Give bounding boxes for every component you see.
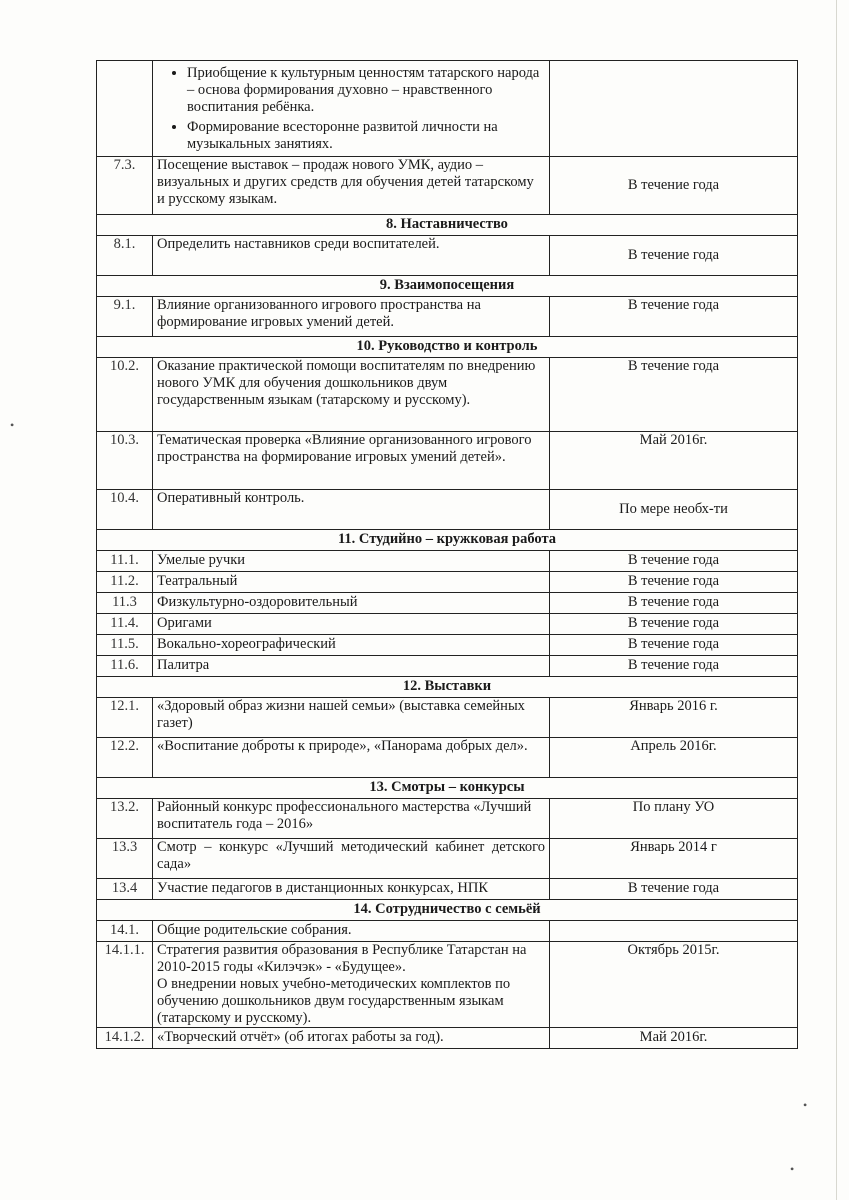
section-heading-row (97, 215, 798, 236)
row-content: Оригами (153, 614, 550, 635)
scan-speck: • (10, 418, 15, 432)
row-number: 11.4. (97, 614, 153, 635)
row-date: Апрель 2016г. (550, 738, 798, 778)
section-heading: 8. Наставничество (97, 215, 798, 236)
table-row (97, 635, 798, 656)
row-content: Театральный (153, 572, 550, 593)
row-number: 14.1. (97, 921, 153, 942)
row-content: Влияние организованного игрового пространства на формирование игровых умений детей. (153, 297, 550, 337)
table-row (97, 656, 798, 677)
section-heading-row (97, 677, 798, 698)
row-number: 13.3 (97, 839, 153, 879)
section-heading: 10. Руководство и контроль (97, 337, 798, 358)
row-content (153, 61, 550, 157)
row-date: В течение года (550, 297, 798, 337)
row-date: По мере необх-ти (550, 490, 798, 530)
row-number: 10.3. (97, 432, 153, 490)
row-date (550, 61, 798, 157)
table-row (97, 490, 798, 530)
row-date: В течение года (550, 656, 798, 677)
row-content (153, 942, 550, 1028)
list-item: • Приобщение к культурным ценностям татарского народа – основа формирования духовно – нравственного воспитания ребёнка. (187, 65, 545, 116)
row-number: 11.3 (97, 593, 153, 614)
table-row (97, 921, 798, 942)
section-heading-row (97, 778, 798, 799)
row-content: Смотр – конкурс «Лучший методический кабинет детского сада» (153, 839, 550, 879)
row-date: В течение года (550, 593, 798, 614)
row-number: 12.2. (97, 738, 153, 778)
row-date: В течение года (550, 551, 798, 572)
row-content: Вокально-хореографический (153, 635, 550, 656)
row-number: 8.1. (97, 236, 153, 276)
row-text-line: О внедрении новых учебно-методических комплектов по обучению дошкольников двум государственным языкам (татарскому и русскому). (157, 976, 511, 1026)
section-heading: 9. Взаимопосещения (97, 276, 798, 297)
section-heading-row (97, 900, 798, 921)
row-number: 10.2. (97, 358, 153, 432)
row-number: 11.5. (97, 635, 153, 656)
row-content: Палитра (153, 656, 550, 677)
row-number: 12.1. (97, 698, 153, 738)
row-date: В течение года (550, 236, 798, 276)
section-heading: 12. Выставки (97, 677, 798, 698)
row-number (97, 61, 153, 157)
table-row (97, 698, 798, 738)
row-number: 13.2. (97, 799, 153, 839)
section-heading: 13. Смотры – конкурсы (97, 778, 798, 799)
row-content: Тематическая проверка «Влияние организованного игрового пространства на формирование игровых умений детей». (153, 432, 550, 490)
list-item: • Формирование всесторонне развитой личности на музыкальных занятиях. (187, 119, 545, 153)
row-content: «Воспитание доброты к природе», «Панорама добрых дел». (153, 738, 550, 778)
row-date: В течение года (550, 157, 798, 215)
row-date: Октябрь 2015г. (550, 942, 798, 1028)
section-heading-row (97, 337, 798, 358)
row-content: Определить наставников среди воспитателей. (153, 236, 550, 276)
scan-edge-line (836, 0, 837, 1200)
section-heading-row (97, 530, 798, 551)
table-row (97, 1028, 798, 1049)
section-heading: 11. Студийно – кружковая работа (97, 530, 798, 551)
section-heading: 14. Сотрудничество с семьёй (97, 900, 798, 921)
table-row (97, 551, 798, 572)
row-content: «Творческий отчёт» (об итогах работы за год). (153, 1028, 550, 1049)
row-content: Посещение выставок – продаж нового УМК, аудио – визуальных и других средств для обучения детей татарскому и русскому языкам. (153, 157, 550, 215)
row-date: Январь 2016 г. (550, 698, 798, 738)
row-content: Физкультурно-оздоровительный (153, 593, 550, 614)
row-number: 10.4. (97, 490, 153, 530)
plan-table (96, 60, 798, 1049)
row-number: 9.1. (97, 297, 153, 337)
row-date: В течение года (550, 635, 798, 656)
table-row (97, 572, 798, 593)
row-date: По плану УО (550, 799, 798, 839)
row-date (550, 921, 798, 942)
scan-speck: • (803, 1098, 808, 1112)
table-row (97, 839, 798, 879)
row-content: «Здоровый образ жизни нашей семьи» (выставка семейных газет) (153, 698, 550, 738)
table-row (97, 297, 798, 337)
table-row (97, 799, 798, 839)
table-row (97, 432, 798, 490)
table-row (97, 157, 798, 215)
bullet-list (157, 65, 545, 153)
row-content: Оперативный контроль. (153, 490, 550, 530)
row-number: 11.1. (97, 551, 153, 572)
table-row (97, 236, 798, 276)
row-date: В течение года (550, 614, 798, 635)
table-row (97, 738, 798, 778)
table-row (97, 593, 798, 614)
row-content: Оказание практической помощи воспитателям по внедрению нового УМК для обучения дошкольников двум государственным языкам (татарскому и русскому). (153, 358, 550, 432)
row-number: 11.6. (97, 656, 153, 677)
table-row (97, 61, 798, 157)
row-content: Участие педагогов в дистанционных конкурсах, НПК (153, 879, 550, 900)
row-number: 14.1.1. (97, 942, 153, 1028)
table-row (97, 942, 798, 1028)
table-row (97, 614, 798, 635)
section-heading-row (97, 276, 798, 297)
row-number: 11.2. (97, 572, 153, 593)
table-row (97, 358, 798, 432)
row-text-line: Стратегия развития образования в Республике Татарстан на 2010-2015 годы «Килэчэк» - «Будущее». (157, 942, 527, 975)
row-number: 7.3. (97, 157, 153, 215)
row-date: Май 2016г. (550, 1028, 798, 1049)
row-date: Январь 2014 г (550, 839, 798, 879)
row-date: В течение года (550, 879, 798, 900)
row-date: В течение года (550, 358, 798, 432)
table-row (97, 879, 798, 900)
row-number: 14.1.2. (97, 1028, 153, 1049)
row-number: 13.4 (97, 879, 153, 900)
row-date: В течение года (550, 572, 798, 593)
row-date: Май 2016г. (550, 432, 798, 490)
row-content: Общие родительские собрания. (153, 921, 550, 942)
row-content: Районный конкурс профессионального мастерства «Лучший воспитатель года – 2016» (153, 799, 550, 839)
scan-speck: • (790, 1162, 795, 1176)
row-content: Умелые ручки (153, 551, 550, 572)
